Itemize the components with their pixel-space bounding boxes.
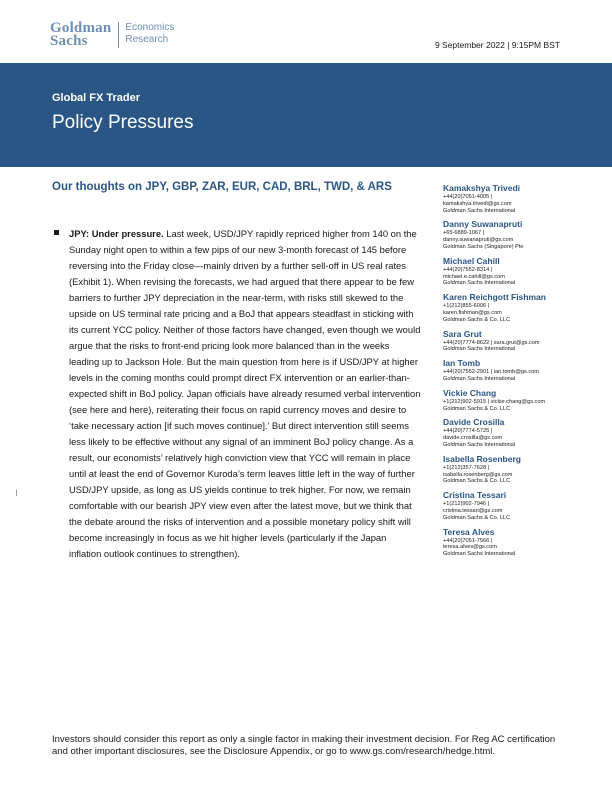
logo-line-2: Sachs — [50, 33, 88, 49]
contact-name: Teresa Alves — [443, 526, 495, 537]
contact-email[interactable]: teresa.alves@gs.com — [443, 544, 497, 551]
division-line-1: Economics — [125, 22, 175, 33]
contact-card — [443, 454, 593, 485]
contact-firm: Goldman Sachs International — [443, 346, 516, 353]
contact-firm: Goldman Sachs & Co. LLC — [443, 514, 511, 521]
contact-firm: Goldman Sachs & Co. LLC — [443, 316, 511, 323]
contact-card — [443, 183, 593, 214]
disclosure-footer: Investors should consider this report as only a single factor in making their investment decision. For Reg AC certification and other important disclosures, see the Disclosure Appendix, or go to www.gs.com/research/hedge.html. — [52, 734, 556, 757]
contact-card — [443, 358, 593, 383]
logo-divider — [118, 22, 119, 48]
contact-email[interactable]: isabella.rosenberg@gs.com — [443, 471, 513, 478]
contact-firm: Goldman Sachs International — [443, 375, 516, 382]
contact-card — [443, 527, 593, 558]
contact-name: Sara Grut — [443, 328, 482, 339]
contact-phone: +1(212)902-7946 | — [443, 501, 490, 508]
bullet-lead: JPY: Under pressure. — [69, 228, 164, 239]
contact-email[interactable]: danny.suwanapruti@gs.com — [443, 237, 514, 244]
contact-firm: Goldman Sachs International — [443, 551, 516, 558]
contact-firm: Goldman Sachs & Co. LLC — [443, 478, 511, 485]
contact-email[interactable]: davide.crosilla@gs.com — [443, 435, 503, 442]
contact-name: Isabella Rosenberg — [443, 453, 521, 464]
contact-phone-email[interactable]: +44(20)7774-8622 | sara.grut@gs.com — [443, 339, 540, 346]
series-name: Global FX Trader — [52, 92, 141, 104]
contact-phone-email[interactable]: +44(20)7552-2901 | ian.tomb@gs.com — [443, 369, 539, 376]
report-title: Policy Pressures — [52, 112, 194, 133]
contact-name: Karen Reichgott Fishman — [443, 292, 546, 303]
margin-mark — [16, 490, 17, 496]
contact-firm: Goldman Sachs (Singapore) Pte — [443, 243, 524, 250]
logo-line-1: Goldman — [50, 20, 112, 36]
contact-name: Ian Tomb — [443, 358, 481, 369]
contact-card — [443, 490, 593, 521]
bullet-marker — [54, 230, 59, 235]
contact-card — [443, 417, 593, 448]
contact-email[interactable]: michael.e.cahill@gs.com — [443, 273, 505, 280]
contact-card — [443, 388, 593, 413]
contact-phone: +44(20)7552-8314 | — [443, 266, 493, 273]
logo-wordmark — [50, 22, 111, 48]
division-label — [125, 22, 174, 45]
contact-name: Kamakshya Trivedi — [443, 183, 521, 193]
contact-firm: Goldman Sachs & Co. LLC — [443, 405, 511, 412]
author-contacts — [443, 183, 593, 563]
contact-card — [443, 256, 593, 287]
contact-firm: Goldman Sachs International — [443, 207, 516, 214]
contact-phone: +44(20)7774-5725 | — [443, 428, 493, 435]
division-line-2: Research — [125, 33, 169, 45]
jpy-paragraph — [69, 226, 421, 562]
contact-firm: Goldman Sachs International — [443, 280, 516, 287]
contact-firm: Goldman Sachs International — [443, 441, 516, 448]
publication-date: 9 September 2022 | 9:15PM BST — [434, 40, 560, 50]
contact-email[interactable]: kamakshya.trivedi@gs.com — [443, 200, 512, 207]
contact-name: Michael Cahill — [443, 255, 500, 266]
goldman-sachs-logo — [50, 22, 174, 48]
bullet-text: Last week, USD/JPY rapidly repriced higher from 140 on the Sunday night open to within a few pips of our new 3-month forecast of 145 before reversing into the Friday close—mainly driven by a further sell-off in US real rates (Exhibit 1). When revising the forecasts, we had argued that there appear to be few barriers to further JPY depreciation in the near-term, with risks still skewed to the upside on US terminal rate pricing and a BoJ that appears steadfast in sticking with its current YCC policy. Neither of those factors have changed, even though we would argue that the risks to front-end pricing look more balanced than in the weeks leading up to Jackson Hole. But the main question from here is if USD/JPY at higher levels in the coming months could prompt direct FX intervention or an earlier-than-expected shift in BoJ policy. Japan officials have already resumed verbal intervention (see here and here), reiterating their focus on rapid currency moves and desire to ‘take necessary action [if such moves continue].’ But direct intervention still seems less likely to be effective without any signal of an imminent BoJ policy change. As a result, our economists’ relatively high conviction view that YCC will remain in place until at least the end of Governor Kuroda’s term leaves little left in the way of further USD/JPY upside, as long as US yields continue to trek higher. For now, we remain comfortable with our bearish JPY view even after the latest move, but we think that the debate around the risks of intervention and a possible monetary policy shift will become increasingly in focus as we hit higher levels (particularly if the Japan inflation outlook continues to strengthen). — [69, 228, 421, 559]
contact-phone: +1(212)855-6006 | — [443, 303, 490, 310]
contact-phone: +65-6889-1067 | — [443, 230, 485, 237]
contact-name: Danny Suwanapruti — [443, 219, 523, 230]
contact-email[interactable]: cristina.tessari@gs.com — [443, 507, 503, 514]
contact-name: Cristina Tessari — [443, 490, 507, 501]
contact-card — [443, 329, 593, 354]
contact-phone-email[interactable]: +1(212)902-5915 | vickie.chang@gs.com — [443, 398, 546, 405]
section-heading: Our thoughts on JPY, GBP, ZAR, EUR, CAD, BRL, TWD, & ARS — [52, 181, 392, 193]
contact-name: Davide Crosilla — [443, 417, 505, 428]
contact-name: Vickie Chang — [443, 387, 497, 398]
contact-card — [443, 292, 593, 323]
contact-phone: +1(212)357-7628 | — [443, 464, 490, 471]
contact-phone: +44(20)7051-7566 | — [443, 537, 493, 544]
contact-email[interactable]: karen.fishman@gs.com — [443, 309, 502, 316]
contact-phone: +44(20)7051-4005 | — [443, 194, 493, 200]
contact-card — [443, 219, 593, 250]
